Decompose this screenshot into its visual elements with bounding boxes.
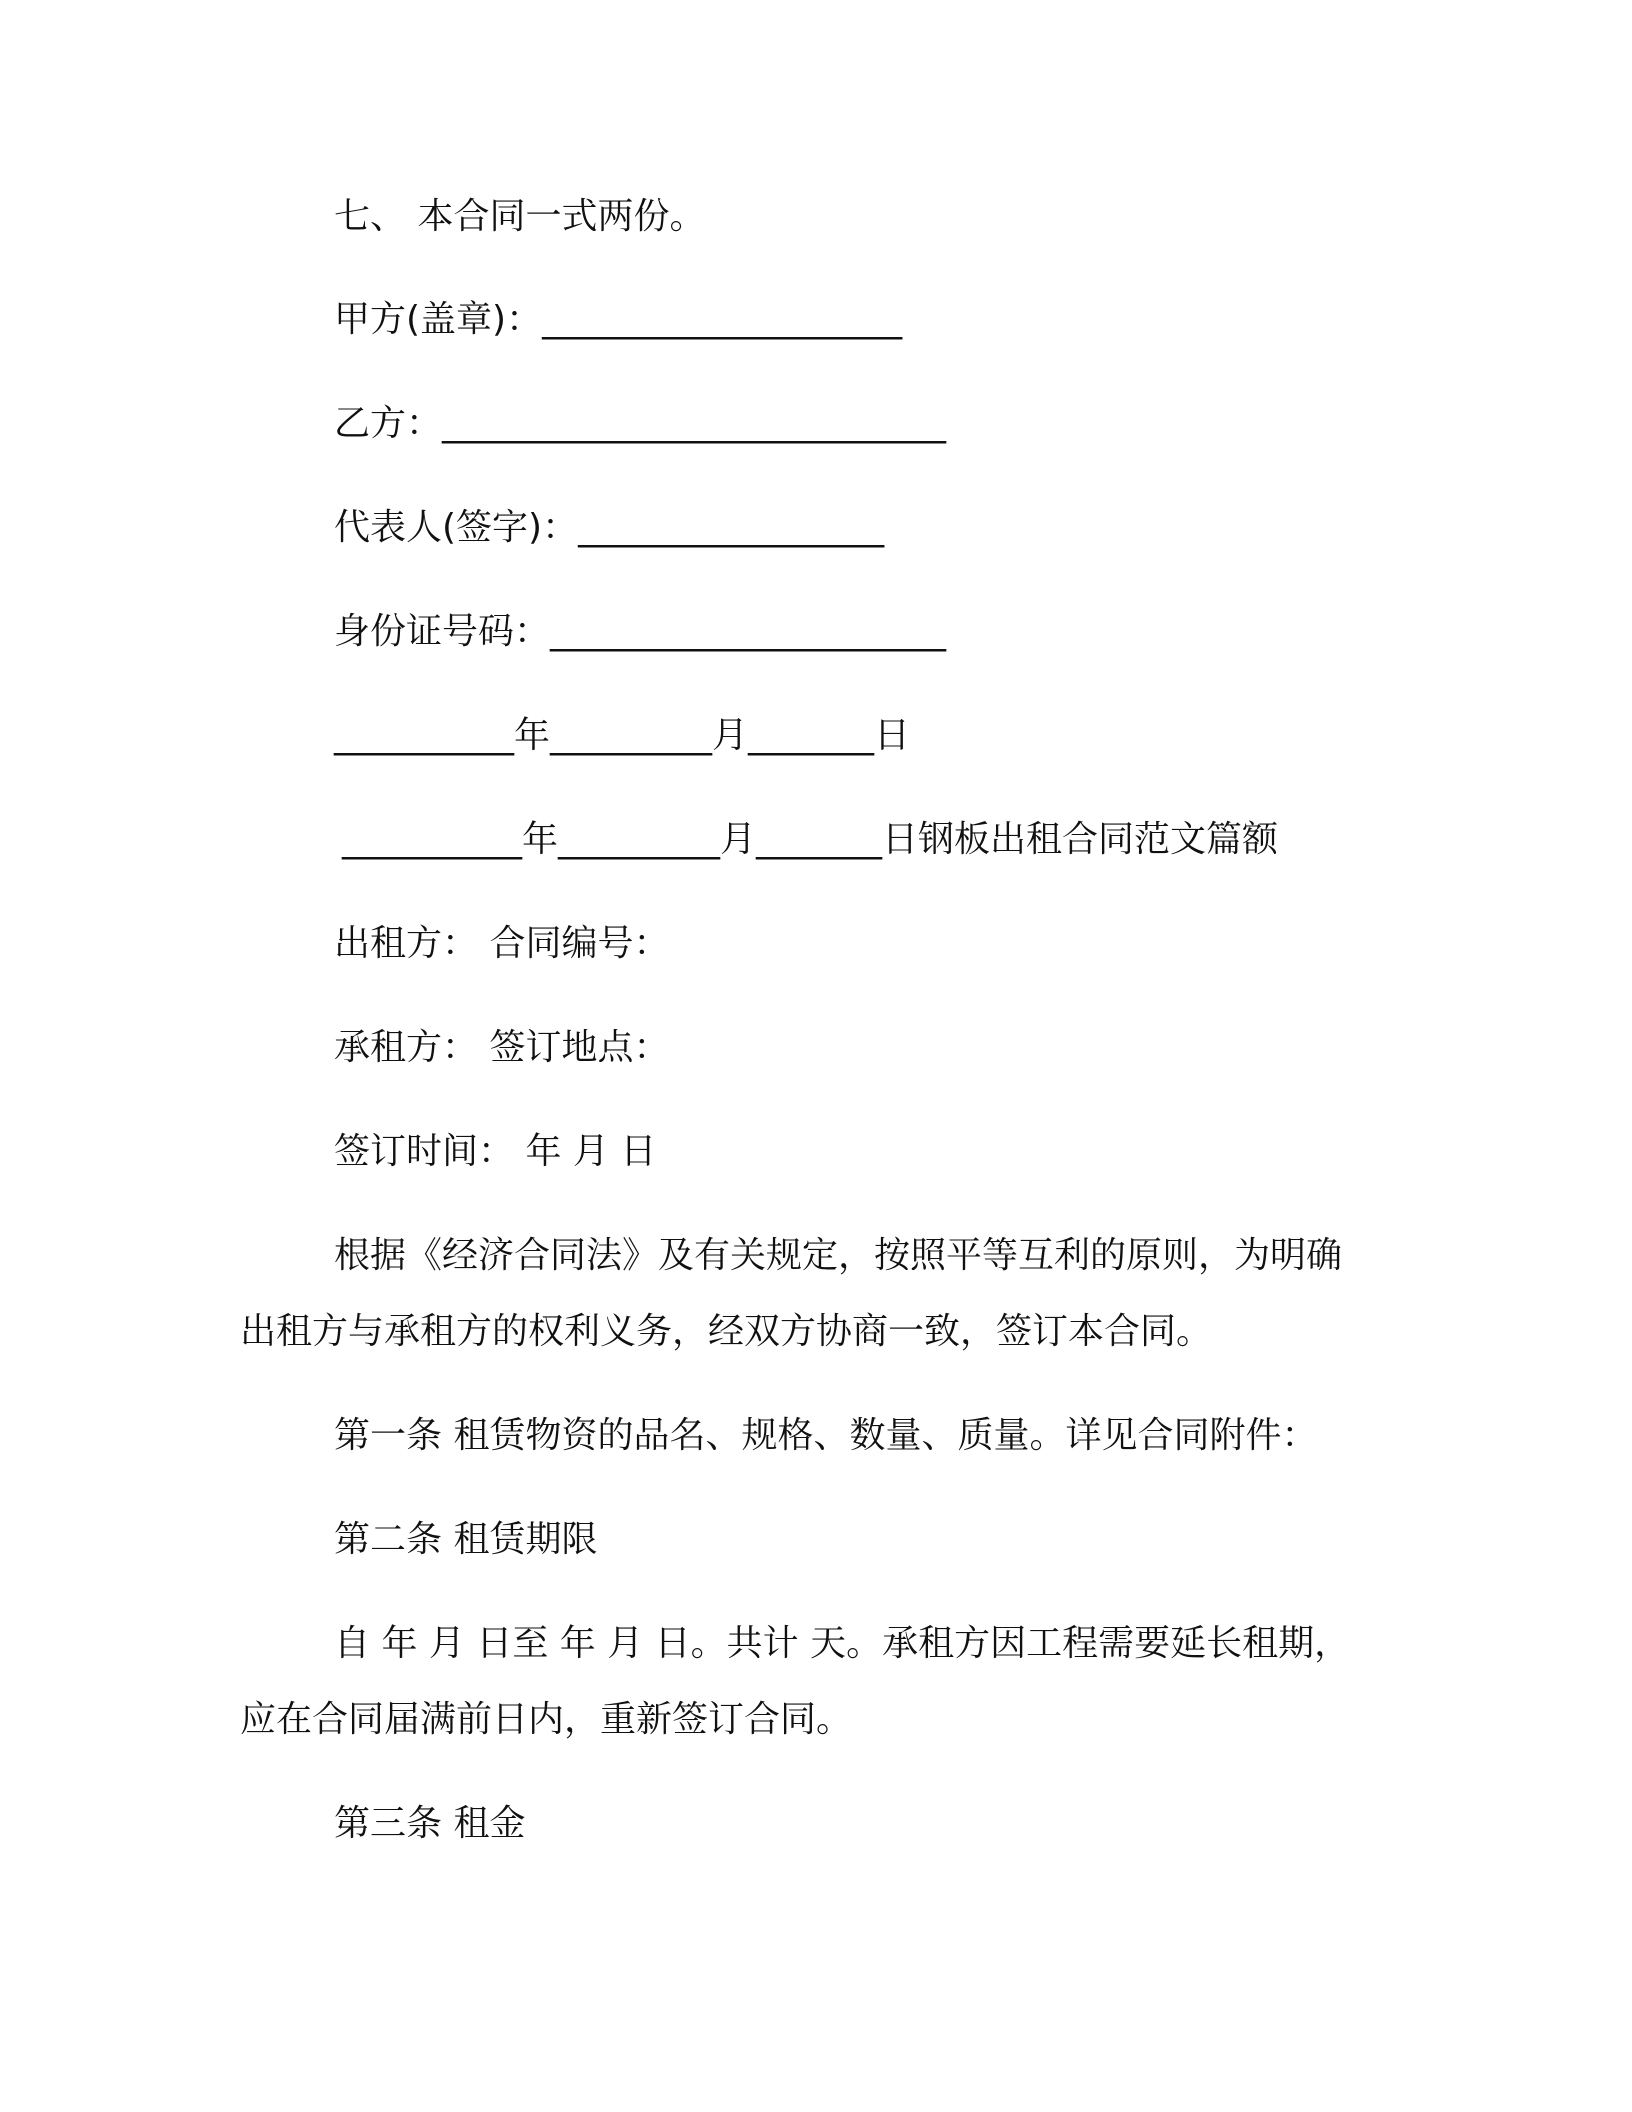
article-three-heading: 第三条 租金 (334, 1803, 526, 1844)
party-b-line: 乙方：____________________________ (334, 403, 947, 444)
preamble-line-2: 出租方与承租方的权利义务，经双方协商一致，签订本合同。 (240, 1311, 1213, 1352)
lessor-contract-number: 出租方： 合同编号： (334, 923, 670, 964)
article-two-heading: 第二条 租赁期限 (334, 1519, 598, 1560)
lease-term-line-1: 自 年 月 日至 年 月 日。共计 天。承租方因工程需要延长租期， (334, 1623, 1351, 1664)
lessee-signing-place: 承租方： 签订地点： (334, 1027, 670, 1068)
signing-time: 签订时间： 年 月 日 (334, 1131, 657, 1172)
party-a-seal-line: 甲方(盖章)：____________________ (334, 299, 903, 340)
clause-seven: 七、 本合同一式两份。 (334, 196, 706, 237)
lease-term-line-2: 应在合同届满前日内，重新签订合同。 (240, 1699, 853, 1740)
article-one: 第一条 租赁物资的品名、规格、数量、质量。详见合同附件： (334, 1415, 1318, 1456)
date-line: __________年_________月_______日 (334, 715, 910, 756)
representative-signature-line: 代表人(签字)：_________________ (334, 507, 885, 548)
id-number-line: 身份证号码：______________________ (334, 611, 947, 652)
date-line-with-title: __________年_________月_______日钢板出租合同范文篇额 (342, 819, 1279, 860)
preamble-line-1: 根据《经济合同法》及有关规定，按照平等互利的原则，为明确 (334, 1235, 1343, 1276)
